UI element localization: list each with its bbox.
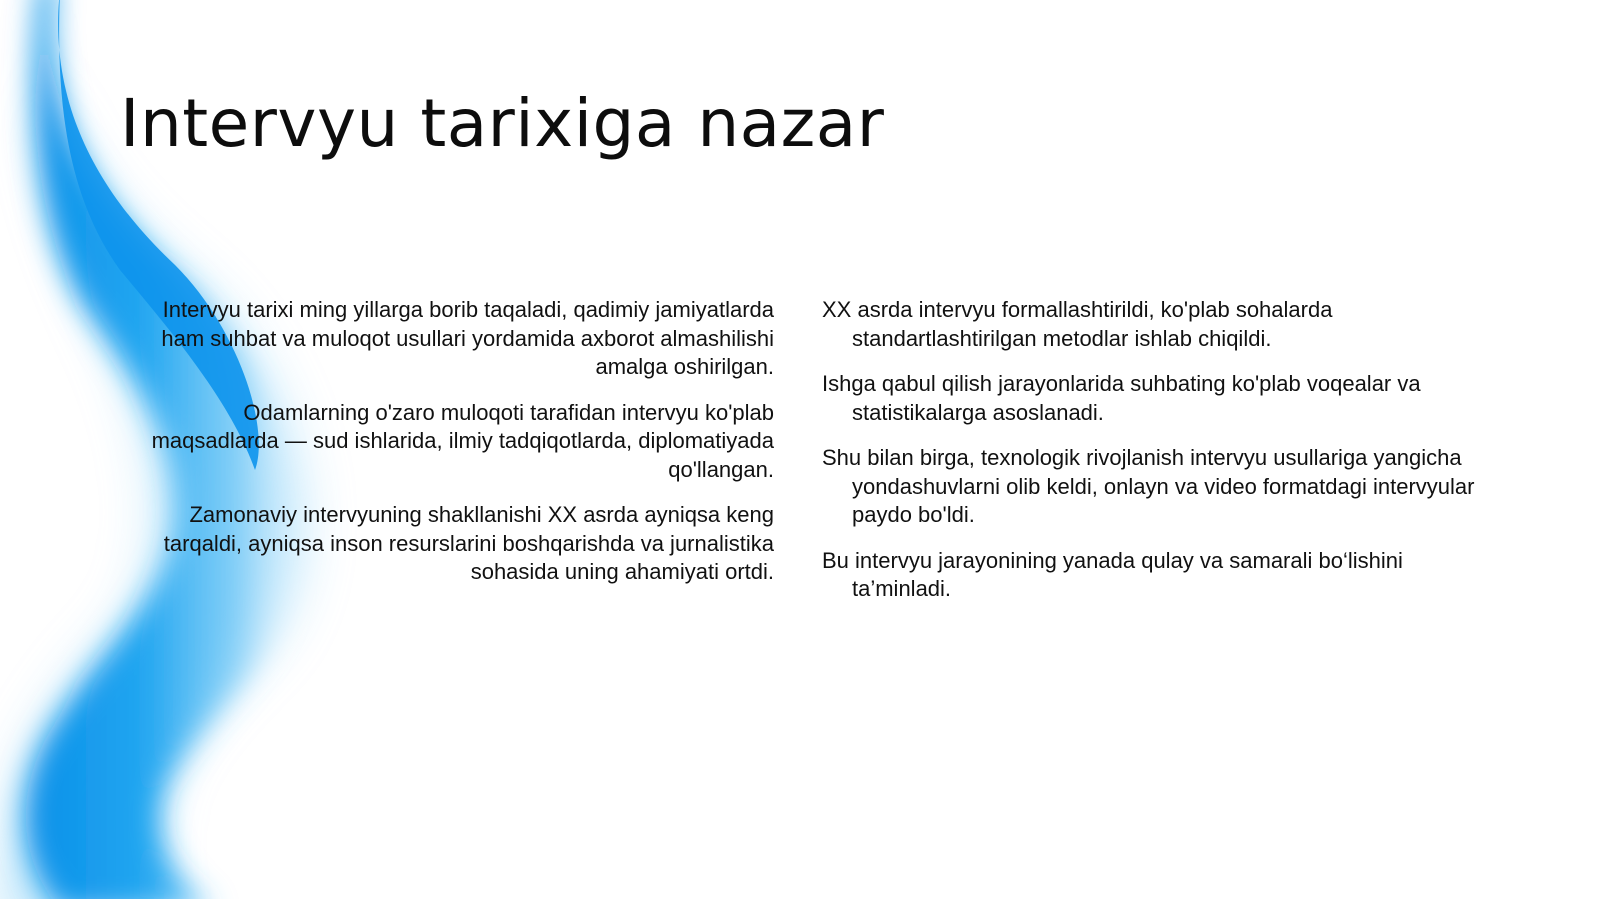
left-paragraph: Odamlarning o'zaro muloqoti tarafidan intervyu ko'plab maqsadlarda — sud ishlarida, ilmiy tadqiqotlarda, diplomatiyada qo'llangan. bbox=[151, 399, 774, 482]
left-text-column bbox=[130, 296, 774, 604]
slide-title: Intervyu tarixiga nazar bbox=[120, 85, 885, 162]
left-paragraph: Intervyu tarixi ming yillarga borib taqaladi, qadimiy jamiyatlarda ham suhbat va muloqot usullari yordamida axborot almashilishi amalga oshirilgan. bbox=[161, 297, 774, 379]
right-text-column bbox=[822, 296, 1482, 621]
right-paragraph: XX asrda intervyu formallashtirildi, ko'plab sohalarda standartlashtirilgan metodlar ishlab chiqildi. bbox=[822, 297, 1333, 351]
right-paragraph: Ishga qabul qilish jarayonlarida suhbating ko'plab voqealar va statistikalarga asoslanadi. bbox=[822, 371, 1421, 425]
right-paragraph: Shu bilan birga, texnologik rivojlanish intervyu usullariga yangicha yondashuvlarni olib keldi, onlayn va video formatdagi intervyular paydo bo'ldi. bbox=[822, 445, 1475, 527]
left-paragraph: Zamonaviy intervyuning shakllanishi XX asrda ayniqsa keng tarqaldi, ayniqsa inson resurslarini boshqarishda va jurnalistika sohasida uning ahamiyati ortdi. bbox=[163, 502, 774, 584]
right-paragraph: Bu intervyu jarayonining yanada qulay va samarali bo‘lishini ta’minladi. bbox=[822, 547, 1403, 601]
